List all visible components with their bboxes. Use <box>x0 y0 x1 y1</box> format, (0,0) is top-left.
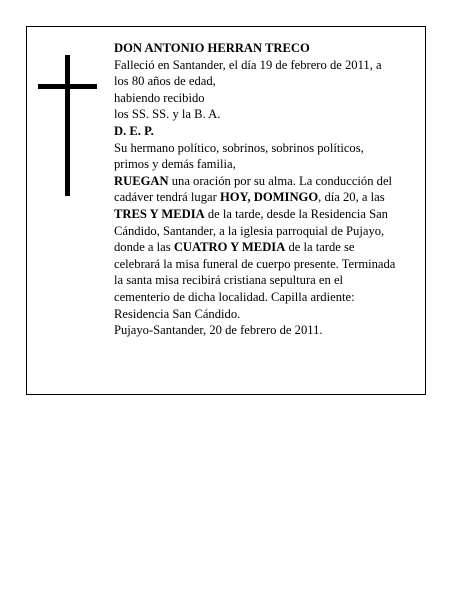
family-line-2: primos y demás familia, <box>114 157 236 172</box>
day-emphasis: HOY, DOMINGO <box>219 190 319 205</box>
family-line-1: Su hermano político, sobrinos, sobrinos políticos, <box>114 140 364 155</box>
mass-time-line-end: de la tarde se <box>285 240 355 255</box>
obituary-text <box>114 40 422 339</box>
age-line: los 80 años de edad, <box>114 74 216 89</box>
request-line-text: una oración por su alma. La conducción del <box>168 173 393 188</box>
chapel-line: cementerio de dicha localidad. Capilla ardiente: <box>114 289 355 304</box>
cross-icon <box>65 55 70 196</box>
ruegan-word: RUEGAN <box>114 173 169 188</box>
procession-line <box>114 189 422 206</box>
church-line: Cándido, Santander, a la iglesia parroquial de Pujayo, <box>114 223 385 238</box>
burial-line: la santa misa recibirá cristiana sepultura en el <box>114 273 344 288</box>
request-line <box>114 173 422 190</box>
funeral-line: celebrará la misa funeral de cuerpo presente. Terminada <box>114 256 396 271</box>
place-date-line: Pujayo-Santander, 20 de febrero de 2011. <box>114 323 323 338</box>
residence-line: Residencia San Cándido. <box>114 306 241 321</box>
cross-icon-crossbar <box>38 84 97 89</box>
sacraments-line-2: los SS. SS. y la B. A. <box>114 107 221 122</box>
procession-line-end: , día 20, a las <box>318 190 385 205</box>
departure-time-line-text: de la tarde, desde la Residencia San <box>204 206 388 221</box>
death-announcement-line: Falleció en Santander, el día 19 de febrero de 2011, a <box>114 57 382 72</box>
mass-time-line <box>114 239 422 256</box>
obituary-notice <box>26 26 426 395</box>
mass-time: CUATRO Y MEDIA <box>173 240 286 255</box>
rip-label: D. E. P. <box>114 123 154 138</box>
deceased-name: DON ANTONIO HERRAN TRECO <box>114 41 310 55</box>
procession-line-start: cadáver tendrá lugar <box>114 190 220 205</box>
mass-time-line-start: donde a las <box>114 240 174 255</box>
departure-time-line <box>114 206 422 223</box>
sacraments-line-1: habiendo recibido <box>114 90 205 105</box>
departure-time: TRES Y MEDIA <box>114 206 205 221</box>
